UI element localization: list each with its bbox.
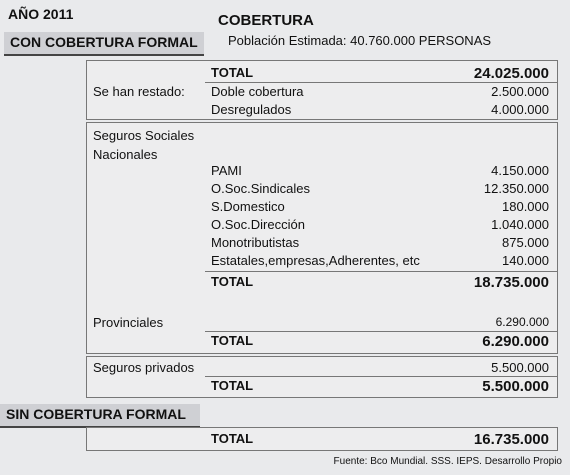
item-label: O.Soc.Sindicales [211, 181, 310, 196]
total-label: TOTAL [211, 65, 254, 80]
divider [205, 376, 557, 377]
list-item [87, 199, 557, 215]
box-seguros-sociales [86, 122, 558, 354]
source-footnote: Fuente: Bco Mundial. SSS. IEPS. Desarrollo Propio [333, 456, 562, 467]
box-seguros-privados [86, 356, 558, 398]
list-item [87, 181, 557, 197]
provinciales-label: Provinciales [93, 315, 164, 330]
population-subtitle: Población Estimada: 40.760.000 PERSONAS [228, 33, 492, 48]
total-row [87, 333, 557, 351]
item-value: 180.000 [502, 199, 549, 214]
provinciales-value: 6.290.000 [495, 315, 549, 329]
item-label: Doble cobertura [211, 84, 304, 99]
privados-label: Seguros privados [93, 360, 195, 375]
list-item [87, 360, 557, 376]
item-label: Desregulados [211, 102, 292, 117]
group-label-line1: Seguros Sociales [93, 128, 195, 143]
total-row [87, 65, 557, 81]
total-value: 5.500.000 [482, 378, 549, 395]
group-label-line2: Nacionales [93, 147, 158, 162]
item-value: 4.000.000 [491, 102, 549, 117]
item-value: 12.350.000 [483, 181, 549, 196]
item-label: Monotributistas [211, 235, 300, 250]
list-item [87, 217, 557, 233]
list-item [87, 102, 557, 118]
page-title: COBERTURA [218, 12, 314, 29]
total-label: TOTAL [211, 378, 254, 393]
year-label: AÑO 2011 [8, 6, 74, 22]
item-label: Estatales,empresas,Adherentes, etc [211, 253, 420, 268]
total-value: 18.735.000 [473, 274, 549, 291]
restado-label: Se han restado: [93, 84, 185, 99]
item-value: 140.000 [502, 253, 549, 268]
item-value: 1.040.000 [491, 217, 549, 232]
total-row [87, 274, 557, 292]
item-label: S.Domestico [211, 199, 285, 214]
total-value: 24.025.000 [473, 65, 549, 82]
total-value: 16.735.000 [473, 431, 549, 448]
item-label: PAMI [211, 163, 242, 178]
list-item [87, 163, 557, 179]
total-row [87, 431, 557, 449]
item-value: 4.150.000 [491, 163, 549, 178]
provinciales-row [87, 315, 557, 331]
box-total-formal [86, 60, 558, 120]
total-label: TOTAL [211, 274, 254, 289]
total-value: 6.290.000 [482, 333, 549, 350]
item-value: 2.500.000 [491, 84, 549, 99]
total-label: TOTAL [211, 431, 254, 446]
privados-value: 5.500.000 [491, 360, 549, 375]
item-value: 875.000 [502, 235, 549, 250]
item-label: O.Soc.Dirección [211, 217, 305, 232]
total-row [87, 378, 557, 396]
section-con-cobertura: CON COBERTURA FORMAL [4, 32, 204, 56]
total-label: TOTAL [211, 333, 254, 348]
list-item [87, 235, 557, 251]
divider [205, 82, 557, 83]
box-total-sin-cobertura [86, 427, 558, 451]
list-item [87, 253, 557, 269]
divider [205, 331, 557, 332]
section-sin-cobertura: SIN COBERTURA FORMAL [0, 404, 200, 428]
divider [205, 271, 557, 272]
restado-row [87, 84, 557, 100]
